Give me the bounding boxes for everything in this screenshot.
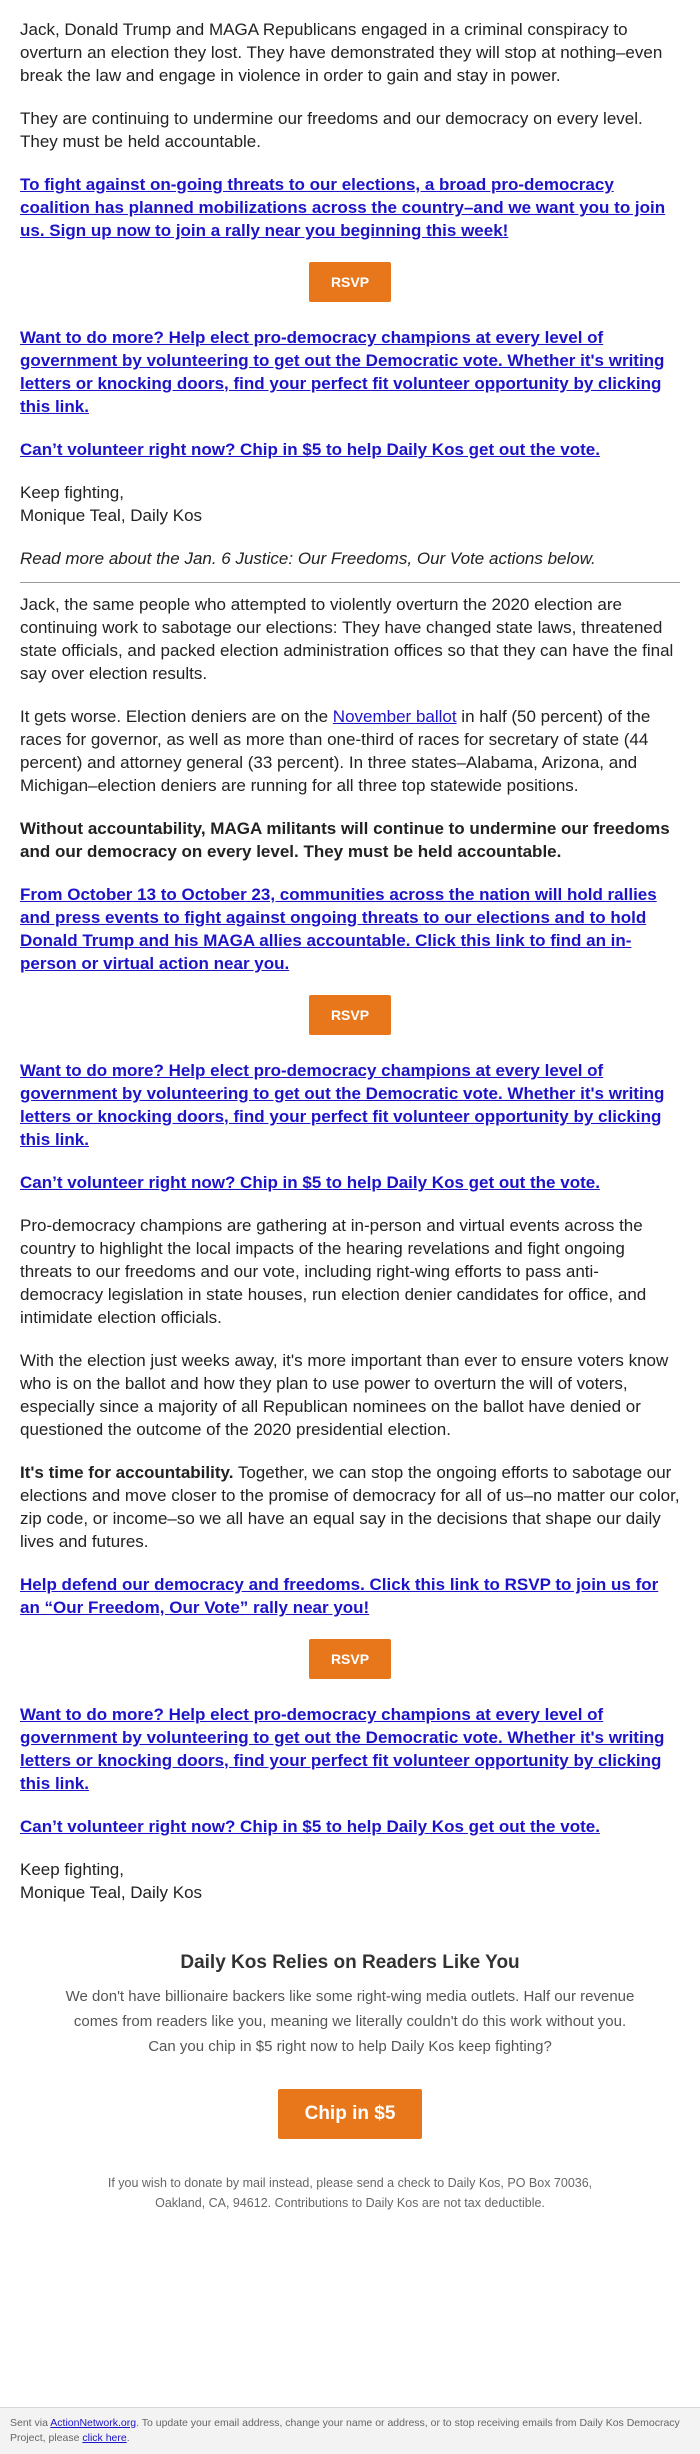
signoff-line-2: Monique Teal, Daily Kos: [20, 506, 203, 525]
rally-rsvp-link[interactable]: Help defend our democracy and freedoms. Click this link to RSVP to join us for an “Our Freedom, Our Vote” rally near you!: [20, 1575, 659, 1617]
body-paragraph-6: It's time for accountability. Together, we can stop the ongoing efforts to sabotage our elections and move closer to the promise of democracy for all of us–no matter our color, zip code, or income–so we all have an equal say in the decisions that shape our daily lives and futures.: [20, 1463, 680, 1551]
chip-in-link[interactable]: Can’t volunteer right now? Chip in $5 to help Daily Kos get out the vote.: [20, 1173, 600, 1192]
rally-signup-link[interactable]: To fight against on-going threats to our elections, a broad pro-democracy coalition has planned mobilizations across the country–and we want you to join us. Sign up now to join a rally near you beginning this week!: [20, 175, 666, 240]
unsubscribe-link[interactable]: click here: [82, 2432, 127, 2444]
intro-paragraph-2: They are continuing to undermine our freedoms and our democracy on every level. They must be held accountable.: [20, 109, 643, 151]
body-paragraph-3: Without accountability, MAGA militants will continue to undermine our freedoms and our democracy on every level. They must be held accountable.: [20, 819, 670, 861]
appeal-text: We don't have billionaire backers like some right-wing media outlets. Half our revenue comes from readers like you, meaning we literally couldn't do this work without you. Can you chip in $5 right now to help Daily Kos keep fighting?: [65, 1988, 635, 2055]
volunteer-link[interactable]: Want to do more? Help elect pro-democracy champions at every level of government by volunteering to get out the Democratic vote. Whether it's writing letters or knocking doors, find your perfect fit volunteer opportunity by clicking this link.: [20, 1061, 665, 1149]
actionnetwork-link[interactable]: ActionNetwork.org: [50, 2417, 137, 2429]
intro-paragraph-1: Jack, Donald Trump and MAGA Republicans engaged in a criminal conspiracy to overturn an election they lost. They have demonstrated they will stop at nothing–even break the law and engage in violence in order to gain and stay in power.: [20, 20, 663, 85]
body-paragraph-5: With the election just weeks away, it's more important than ever to ensure voters know who is on the ballot and how they plan to use power to overturn the will of voters, especially since a majority of all Republican nominees on the ballot have denied or questioned the outcome of the 2020 presidential election.: [20, 1351, 669, 1439]
mail-donation-note: If you wish to donate by mail instead, please send a check to Daily Kos, PO Box 70036, Oakland, CA, 94612. Contributions to Daily Kos are not tax deductible.: [107, 2176, 593, 2210]
signoff: [20, 481, 680, 527]
rsvp-button[interactable]: RSVP: [309, 995, 391, 1035]
rsvp-button[interactable]: RSVP: [309, 262, 391, 302]
appeal-title: Daily Kos Relies on Readers Like You: [180, 1952, 520, 1973]
divider: [20, 582, 680, 583]
read-more-text: Read more about the Jan. 6 Justice: Our Freedoms, Our Vote actions below.: [20, 549, 596, 568]
body-paragraph-4: Pro-democracy champions are gathering at in-person and virtual events across the country to highlight the local impacts of the hearing revelations and fight ongoing threats to our freedoms and our vote, including right-wing efforts to pass anti-democracy legislation in state houses, run election denier candidates for office, and intimidate election officials.: [20, 1216, 647, 1327]
body-paragraph-1: Jack, the same people who attempted to violently overturn the 2020 election are continuing work to sabotage our elections: They have changed state laws, threatened state officials, and packed election administration offices so that they can have the final say over election results.: [20, 595, 674, 683]
signoff-line-1: Keep fighting,: [20, 1860, 124, 1879]
november-ballot-link[interactable]: November ballot: [332, 707, 457, 726]
find-action-link[interactable]: From October 13 to October 23, communities across the nation will hold rallies and press events to fight against ongoing threats to our elections and to hold Donald Trump and his MAGA allies accountable. Click this link to find an in-person or virtual action near you.: [20, 885, 657, 973]
volunteer-link[interactable]: Want to do more? Help elect pro-democracy champions at every level of government by volunteering to get out the Democratic vote. Whether it's writing letters or knocking doors, find your perfect fit volunteer opportunity by clicking this link.: [20, 328, 665, 416]
rsvp-button[interactable]: RSVP: [309, 1639, 391, 1679]
email-footer: Sent via ActionNetwork.org. To update your email address, change your name or address, or to stop receiving emails from Daily Kos Democracy Project, please click here.: [0, 2407, 700, 2454]
donation-appeal: [0, 1952, 700, 2139]
signoff-line-2: Monique Teal, Daily Kos: [20, 1883, 203, 1902]
chip-in-button[interactable]: Chip in $5: [278, 2089, 422, 2139]
signoff-line-1: Keep fighting,: [20, 483, 124, 502]
chip-in-link[interactable]: Can’t volunteer right now? Chip in $5 to help Daily Kos get out the vote.: [20, 1817, 600, 1836]
volunteer-link[interactable]: Want to do more? Help elect pro-democracy champions at every level of government by volunteering to get out the Democratic vote. Whether it's writing letters or knocking doors, find your perfect fit volunteer opportunity by clicking this link.: [20, 1705, 665, 1793]
signoff: [20, 1858, 680, 1904]
body-paragraph-2: It gets worse. Election deniers are on the November ballot in half (50 percent) of the races for governor, as well as more than one-third of races for secretary of state (44 percent) and attorney general (33 percent). In three states–Alabama, Arizona, and Michigan–election deniers are running for all three top statewide positions.: [20, 707, 651, 795]
chip-in-link[interactable]: Can’t volunteer right now? Chip in $5 to help Daily Kos get out the vote.: [20, 440, 600, 459]
